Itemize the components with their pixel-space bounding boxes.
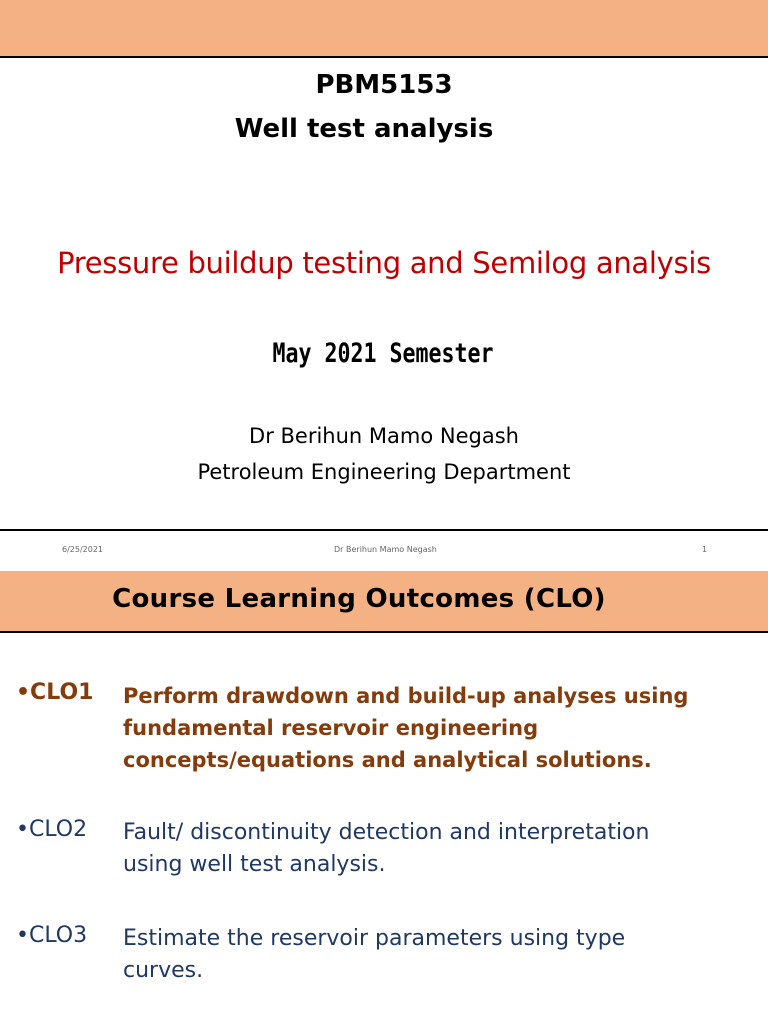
- clo-text: Perform drawdown and build-up analyses using fundamental reservoir engineering concepts/equations and analytical solutions.: [123, 684, 689, 772]
- clo-label: •CLO3: [16, 923, 88, 948]
- footer-author: Dr Berihun Mamo Negash: [334, 545, 437, 554]
- footer-date: 6/25/2021: [62, 545, 104, 554]
- clo-label: •CLO2: [16, 817, 88, 842]
- course-code: PBM5153: [315, 70, 453, 100]
- footer-page-number: 1: [702, 545, 708, 554]
- clo-text: Fault/ discontinuity detection and interpretation using well test analysis.: [123, 820, 650, 877]
- clo-text: Estimate the reservoir parameters using type curves.: [123, 926, 626, 983]
- author-name: Dr Berihun Mamo Negash: [249, 424, 519, 448]
- clo-label: •CLO1: [16, 680, 94, 705]
- heading-band: [0, 571, 768, 633]
- header-band: [0, 0, 768, 58]
- lecture-topic: Pressure buildup testing and Semilog analysis: [57, 246, 711, 280]
- clo-heading: Course Learning Outcomes (CLO): [112, 584, 606, 614]
- department-name: Petroleum Engineering Department: [197, 460, 571, 484]
- clo-slide: [0, 571, 768, 1024]
- slide-divider: [0, 529, 768, 531]
- semester-label: May 2021 Semester: [272, 338, 494, 369]
- course-name: Well test analysis: [234, 114, 494, 144]
